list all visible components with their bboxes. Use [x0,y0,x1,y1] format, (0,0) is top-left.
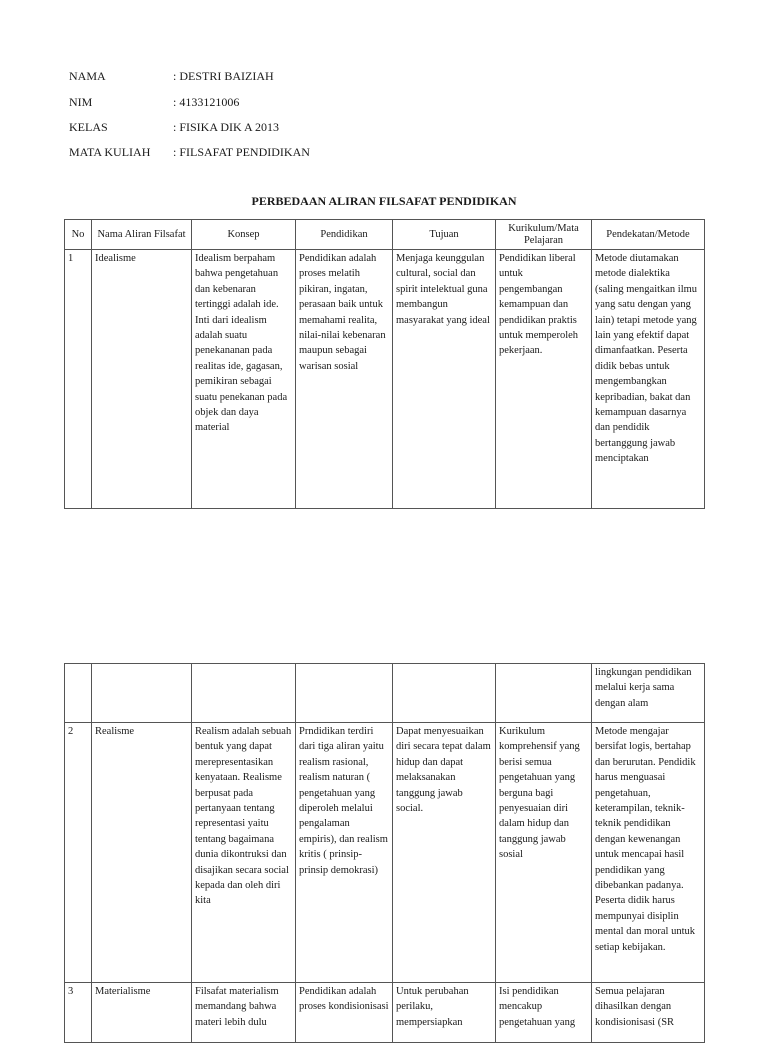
cell-pendidikan [296,664,393,723]
info-label: NAMA [69,69,106,83]
cell-metode: Metode diutamakan metode dialektika (saling mengaitkan ilmu yang satu dengan yang lain) tetapi metode yang lain yang efektif dapat dimanfaatkan. Peserta didik bebas untuk mengembangkan kepribadian, bakat dan kemampuan dasarnya dan pendidik bertanggung jawab menciptakan [592,250,705,509]
cell-kurikulum: Isi pendidikan mencakup pengetahuan yang [496,983,592,1043]
cell-kurikulum: Pendidikan liberal untuk pengembangan kemampuan dan pendidikan praktis untuk memperoleh pekerjaan. [496,250,592,509]
table-row [65,664,705,723]
info-value: : DESTRI BAIZIAH [173,69,274,83]
cell-nama: Realisme [92,723,192,983]
cell-kurikulum: Kurikulum komprehensif yang berisi semua pengetahuan yang berguna bagi penyesuaian diri dalam hidup dan tanggung jawab sosial [496,723,592,983]
header-nama-aliran: Nama Aliran Filsafat [92,220,192,250]
comparison-table-page-2 [64,663,705,1043]
info-label: NIM [69,95,93,109]
cell-no: 1 [65,250,92,509]
cell-tujuan: Menjaga keunggulan cultural, social dan spirit intelektual guna membangun masyarakat yang ideal [393,250,496,509]
info-value: : FILSAFAT PENDIDIKAN [173,145,310,159]
cell-no [65,664,92,723]
info-label: KELAS [69,120,108,134]
table-row [65,250,705,509]
cell-no: 2 [65,723,92,983]
cell-tujuan [393,664,496,723]
cell-pendidikan: Pendidikan adalah proses kondisionisasi [296,983,393,1043]
cell-konsep: Realism adalah sebuah bentuk yang dapat merepresentasikan kenyataan. Realisme berpusat pada pertanyaan tentang representasi yaitu tentang bagaimana dunia dikontruksi dan disajikan secara social kepada dan oleh diri kita [192,723,296,983]
comparison-table-page-1 [64,219,705,509]
header-no: No [65,220,92,250]
header-metode: Pendekatan/Metode [592,220,705,250]
cell-metode: Metode mengajar bersifat logis, bertahap dan berurutan. Pendidik harus menguasai pengetahuan, keterampilan, teknik-teknik pendidikan dengan kewenangan untuk mencapai hasil pendidikan yang dibebankan padanya. Peserta didik harus mempunyai disiplin mental dan moral untuk setiap kebijakan. [592,723,705,983]
cell-metode: lingkungan pendidikan melalui kerja sama dengan alam [592,664,705,723]
header-kurikulum: Kurikulum/Mata Pelajaran [496,220,592,250]
header-konsep: Konsep [192,220,296,250]
cell-pendidikan: Prndidikan terdiri dari tiga aliran yaitu realism rasional, realism naturan ( pengetahuan yang diperoleh melalui pengalaman empiris), dan realism kritis ( prinsip-prinsip demokrasi) [296,723,393,983]
cell-konsep: Idealism berpaham bahwa pengetahuan dan kebenaran tertinggi adalah ide. Inti dari idealism adalah suatu penekananan pada realitas ide, gagasan, pemikiran sebagai suatu penekanan pada objek dan daya material [192,250,296,509]
cell-tujuan: Untuk perubahan perilaku, mempersiapkan [393,983,496,1043]
table-row [65,983,705,1043]
header-pendidikan: Pendidikan [296,220,393,250]
cell-konsep: Filsafat materialism memandang bahwa materi lebih dulu [192,983,296,1043]
cell-metode: Semua pelajaran dihasilkan dengan kondisionisasi (SR [592,983,705,1043]
cell-nama: Materialisme [92,983,192,1043]
cell-nama: Idealisme [92,250,192,509]
table-row [65,723,705,983]
cell-no: 3 [65,983,92,1043]
cell-pendidikan: Pendidikan adalah proses melatih pikiran, ingatan, perasaan baik untuk memahami realita, nilai-nilai kebenaran maupun sebagai warisan sosial [296,250,393,509]
cell-nama [92,664,192,723]
cell-kurikulum [496,664,592,723]
info-value: : 4133121006 [173,95,240,109]
header-tujuan: Tujuan [393,220,496,250]
info-label: MATA KULIAH [69,145,151,159]
cell-konsep [192,664,296,723]
document-title: PERBEDAAN ALIRAN FILSAFAT PENDIDIKAN [251,194,517,208]
cell-tujuan: Dapat menyesuaikan diri secara tepat dalam hidup dan dapat melaksanakan tanggung jawab social. [393,723,496,983]
info-value: : FISIKA DIK A 2013 [173,120,280,134]
table-header-row [65,220,705,250]
